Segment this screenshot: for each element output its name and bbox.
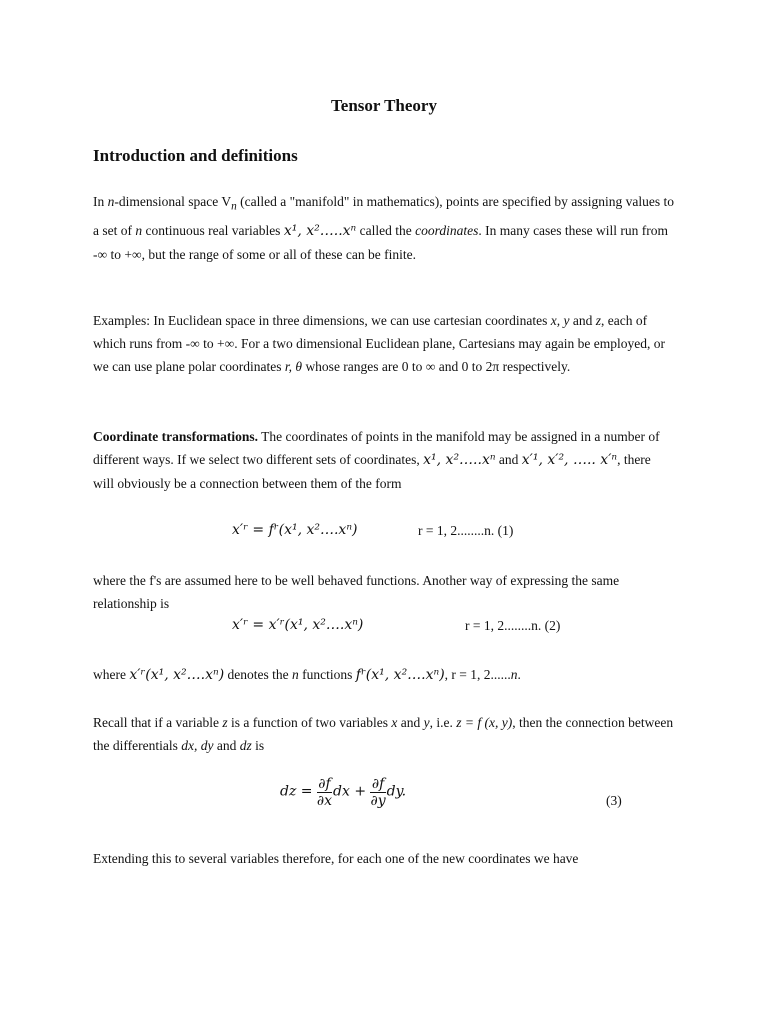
text: n [107, 194, 115, 209]
text: n [510, 667, 518, 682]
text: and [213, 738, 240, 753]
text: whose ranges are 0 to ∞ and 0 to 2π respectively. [302, 359, 571, 374]
text: dx, dy [181, 738, 214, 753]
paragraph-where [93, 663, 693, 687]
math-expression: fʳ(x¹, x²….xⁿ) [355, 667, 445, 683]
text: is a function of two variables [227, 715, 392, 730]
text: In [93, 194, 108, 209]
equation-part: dx + [333, 783, 367, 800]
text: y [423, 715, 430, 730]
fraction-numerator: ∂f [371, 776, 385, 792]
text: n [231, 200, 237, 213]
text: , r = 1, 2...... [444, 667, 511, 682]
fraction-numerator: ∂f [318, 776, 331, 792]
math-variables: x¹, x²…..xⁿ [283, 222, 357, 239]
equation-1-label: r = 1, 2........n. (1) [418, 523, 514, 538]
text: (called a "manifold" in mathematics), points are specified by assigning values to a set of [93, 194, 675, 238]
equation-1 [232, 522, 357, 538]
text: . [517, 667, 521, 682]
math-variables: x′¹, x′², ….. x′ⁿ [521, 452, 618, 468]
section-heading: Introduction and definitions [93, 146, 298, 165]
text: continuous real variables [142, 222, 284, 238]
paragraph-functions: where the f's are assumed here to be well behaved functions. Another way of expressing the same relationship is [93, 573, 620, 611]
paragraph-extending: Extending this to several variables therefore, for each one of the new coordinates we have [93, 851, 579, 866]
math-variables: x¹, x²…..xⁿ [423, 452, 496, 468]
equation-2 [232, 617, 363, 633]
text: z [595, 313, 601, 328]
text: and [569, 313, 596, 328]
equation-2-label: r = 1, 2........n. (2) [465, 618, 561, 633]
text: r, θ [284, 359, 303, 374]
text: is [251, 738, 265, 753]
text: , each of which runs from -∞ to +∞. For a two dimensional Euclidean plane, Cartesians may again be employed, or we can use plane polar coordinates [93, 313, 665, 374]
fraction [370, 776, 385, 809]
text: x, y [550, 313, 570, 328]
text: , i.e. [429, 715, 457, 730]
equation-3 [280, 776, 406, 809]
fraction [317, 776, 332, 809]
math-expression: x′ʳ(x¹, x²….xⁿ) [129, 667, 225, 683]
paragraph-coordinate-transformations [93, 425, 675, 495]
equation-part: dy. [386, 783, 407, 800]
paragraph-intro [93, 190, 675, 266]
text: n [292, 667, 299, 682]
paragraph-differentials [93, 711, 675, 757]
text: and [397, 715, 424, 730]
equation-part: dz = [280, 783, 313, 800]
text: dz [239, 738, 252, 753]
text: n [135, 222, 143, 238]
text: -dimensional space V [114, 194, 232, 209]
text: x [391, 715, 398, 730]
text: where [93, 667, 130, 682]
text: denotes the [224, 667, 293, 682]
equation-expression: x′ʳ = x′ʳ(x¹, x²….xⁿ) [232, 617, 364, 633]
text: functions [298, 667, 356, 682]
text: Examples: In Euclidean space in three dimensions, we can use cartesian coordinates [93, 313, 551, 328]
text: , then the connection between the differentials [93, 715, 674, 753]
text: Coordinate transformations. [93, 429, 258, 444]
text: z = f (x, y) [456, 715, 513, 730]
text: called the [356, 222, 416, 238]
equation-expression: x′ʳ = fʳ(x¹, x²….xⁿ) [232, 522, 358, 538]
paragraph-examples [93, 309, 675, 378]
text: . In many cases these will run from -∞ to +∞, but the range of some or all of these can be finite. [93, 222, 669, 262]
text: and [495, 452, 522, 467]
fraction-denominator: ∂x [316, 793, 333, 809]
text: , there will obviously be a connection between them of the form [93, 452, 651, 491]
text: coordinates [415, 222, 479, 238]
text: The coordinates of points in the manifold may be assigned in a number of different ways. If we select two different sets of coordinates, [93, 429, 660, 467]
equation-3-label: (3) [606, 793, 622, 808]
text: z [222, 715, 228, 730]
document-title: Tensor Theory [331, 96, 437, 115]
text: Recall that if a variable [93, 715, 223, 730]
fraction-denominator: ∂y [370, 793, 386, 809]
